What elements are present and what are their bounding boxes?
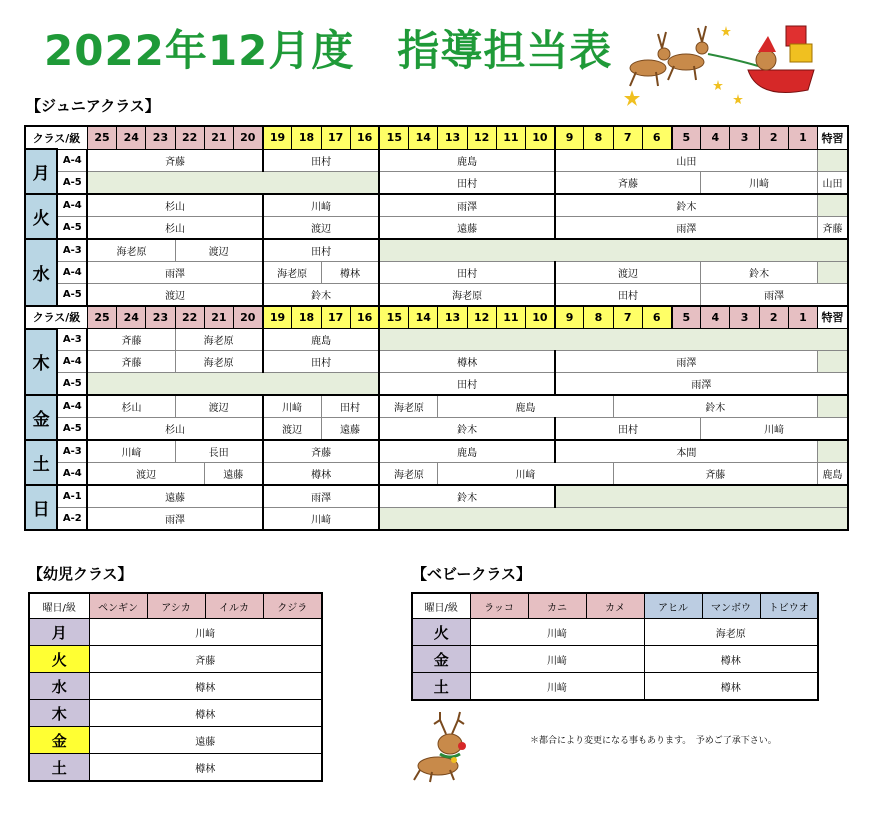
- junior-row: [25, 283, 848, 306]
- level-header: 7: [613, 126, 642, 149]
- junior-row: [25, 373, 848, 396]
- level-header: 6: [642, 126, 671, 149]
- day-cell: 木: [25, 329, 57, 396]
- junior-row: [25, 171, 848, 194]
- teacher-cell: 杉山: [87, 395, 175, 418]
- teacher-cell: 川﨑: [263, 194, 380, 217]
- level-header: 18: [292, 126, 321, 149]
- level-header: 15: [379, 306, 408, 329]
- level-header: 21: [204, 306, 233, 329]
- level-header: 10: [526, 306, 555, 329]
- teacher-cell: 海老原: [379, 395, 437, 418]
- junior-row: [25, 463, 848, 486]
- empty-cell: [818, 395, 848, 418]
- teacher-cell: 鹿島: [379, 149, 554, 171]
- level-header: 20: [233, 126, 262, 149]
- day-cell: 土: [25, 440, 57, 485]
- teacher-cell: 雨澤: [555, 351, 818, 373]
- level-header: 14: [409, 126, 438, 149]
- class-cell: A-2: [57, 508, 87, 531]
- junior-row: [25, 395, 848, 418]
- class-cell: A-5: [57, 418, 87, 441]
- class-cell: A-5: [57, 216, 87, 239]
- teacher-cell: 斉藤: [818, 216, 848, 239]
- level-header: 9: [555, 126, 584, 149]
- header-corner: クラス/級: [25, 126, 87, 149]
- level-header: 17: [321, 306, 350, 329]
- youji-schedule-table: [28, 592, 323, 782]
- day-cell: 土: [29, 754, 89, 782]
- header-corner: 曜日/級: [412, 593, 470, 619]
- junior-row: [25, 261, 848, 283]
- teacher-cell: 遠藤: [204, 463, 262, 486]
- day-cell: 火: [25, 194, 57, 239]
- empty-cell: [818, 440, 848, 463]
- day-cell: 水: [29, 673, 89, 700]
- class-header: クジラ: [263, 593, 322, 619]
- level-header: 12: [467, 126, 496, 149]
- teacher-cell: 鈴木: [613, 395, 817, 418]
- youji-header-row: [29, 593, 322, 619]
- teacher-cell: 斉藤: [263, 440, 380, 463]
- class-cell: A-1: [57, 485, 87, 508]
- empty-cell: [818, 149, 848, 171]
- teacher-cell: 渡辺: [175, 395, 263, 418]
- level-header: 11: [496, 126, 525, 149]
- class-header: トビウオ: [760, 593, 818, 619]
- level-header: 13: [438, 306, 467, 329]
- class-cell: A-5: [57, 373, 87, 396]
- note-text: ＊都合により変更になる事もあります。 予めご了承下さい。: [530, 736, 777, 746]
- teacher-cell: 川﨑: [470, 673, 644, 701]
- class-header: カメ: [586, 593, 644, 619]
- teacher-cell: 斉藤: [87, 149, 262, 171]
- teacher-cell: 田村: [321, 395, 379, 418]
- level-header: 24: [117, 306, 146, 329]
- junior-row: [25, 216, 848, 239]
- day-cell: 火: [29, 646, 89, 673]
- day-cell: 日: [25, 485, 57, 530]
- day-cell: 金: [412, 646, 470, 673]
- page-title: 2022年12月度 指導担当表: [44, 26, 613, 75]
- teacher-cell: 樽林: [644, 673, 818, 701]
- level-header: 19: [263, 306, 292, 329]
- class-cell: A-5: [57, 283, 87, 306]
- level-header: 5: [672, 306, 701, 329]
- empty-cell: [87, 373, 379, 396]
- teacher-cell: 川﨑: [701, 171, 818, 194]
- level-header: 21: [204, 126, 233, 149]
- teacher-cell: 樽林: [263, 463, 380, 486]
- baby-header-row: [412, 593, 818, 619]
- teacher-cell: 田村: [379, 261, 554, 283]
- teacher-cell: 斉藤: [87, 351, 175, 373]
- level-header: 16: [350, 126, 379, 149]
- level-header: 15: [379, 126, 408, 149]
- teacher-cell: 杉山: [87, 194, 262, 217]
- teacher-cell: 雨澤: [263, 485, 380, 508]
- class-cell: A-4: [57, 395, 87, 418]
- teacher-cell: 斉藤: [87, 329, 175, 351]
- class-cell: A-4: [57, 351, 87, 373]
- teacher-cell: 樽林: [379, 351, 554, 373]
- day-cell: 金: [29, 727, 89, 754]
- junior-row: [25, 194, 848, 217]
- class-cell: A-4: [57, 463, 87, 486]
- class-header: マンボウ: [702, 593, 760, 619]
- baby-row: [412, 646, 818, 673]
- teacher-cell: 鹿島: [438, 395, 613, 418]
- teacher-cell: 遠藤: [89, 727, 322, 754]
- teacher-cell: 斉藤: [89, 646, 322, 673]
- level-header: 20: [233, 306, 262, 329]
- day-cell: 水: [25, 239, 57, 306]
- day-cell: 金: [25, 395, 57, 440]
- junior-row: [25, 351, 848, 373]
- junior-header-row: [25, 126, 848, 149]
- empty-cell: [555, 485, 848, 508]
- junior-row: [25, 508, 848, 531]
- teacher-cell: 鹿島: [263, 329, 380, 351]
- teacher-cell: 川﨑: [470, 619, 644, 646]
- level-header: 13: [438, 126, 467, 149]
- level-header: 9: [555, 306, 584, 329]
- teacher-cell: 渡辺: [87, 283, 262, 306]
- level-header: 22: [175, 126, 204, 149]
- class-header: アシカ: [147, 593, 205, 619]
- teacher-cell: 田村: [379, 171, 554, 194]
- level-header: 2: [759, 306, 788, 329]
- class-cell: A-3: [57, 440, 87, 463]
- teacher-cell: 川﨑: [263, 395, 321, 418]
- class-cell: A-3: [57, 329, 87, 351]
- empty-cell: [818, 351, 848, 373]
- level-header: 19: [263, 126, 292, 149]
- youji-row: [29, 754, 322, 782]
- day-cell: 木: [29, 700, 89, 727]
- level-header: 25: [87, 306, 116, 329]
- class-cell: A-5: [57, 171, 87, 194]
- youji-section-title: 【幼児クラス】: [28, 565, 133, 583]
- header-corner: 曜日/級: [29, 593, 89, 619]
- empty-cell: [818, 194, 848, 217]
- empty-cell: [379, 239, 848, 262]
- junior-row: [25, 239, 848, 262]
- teacher-cell: 川﨑: [263, 508, 380, 531]
- teacher-cell: 川﨑: [438, 463, 613, 486]
- teacher-cell: 渡辺: [175, 239, 263, 262]
- day-cell: 火: [412, 619, 470, 646]
- teacher-cell: 田村: [555, 418, 701, 441]
- teacher-cell: 斉藤: [613, 463, 817, 486]
- level-header: 11: [496, 306, 525, 329]
- teacher-cell: 田村: [555, 283, 701, 306]
- teacher-cell: 雨澤: [555, 216, 818, 239]
- level-header: 23: [146, 306, 175, 329]
- youji-row: [29, 673, 322, 700]
- teacher-cell: 海老原: [175, 351, 263, 373]
- teacher-cell: 海老原: [379, 463, 437, 486]
- class-cell: A-3: [57, 239, 87, 262]
- level-header: 23: [146, 126, 175, 149]
- teacher-cell: 渡辺: [263, 216, 380, 239]
- class-header: ラッコ: [470, 593, 528, 619]
- santa-sleigh-illustration: [618, 10, 826, 110]
- teacher-cell: 渡辺: [555, 261, 701, 283]
- youji-row: [29, 646, 322, 673]
- teacher-cell: 川﨑: [470, 646, 644, 673]
- level-header: 2: [759, 126, 788, 149]
- teacher-cell: 海老原: [87, 239, 175, 262]
- baby-section-title: 【ベビークラス】: [412, 565, 531, 583]
- level-header: 8: [584, 306, 613, 329]
- day-cell: 月: [29, 619, 89, 646]
- teacher-cell: 田村: [263, 351, 380, 373]
- junior-schedule-table: [24, 125, 849, 531]
- teacher-cell: 渡辺: [263, 418, 321, 441]
- teacher-cell: 海老原: [644, 619, 818, 646]
- teacher-cell: 海老原: [175, 329, 263, 351]
- teacher-cell: 樽林: [89, 700, 322, 727]
- teacher-cell: 杉山: [87, 216, 262, 239]
- youji-row: [29, 619, 322, 646]
- junior-section-title: 【ジュニアクラス】: [26, 97, 160, 115]
- junior-row: [25, 440, 848, 463]
- teacher-cell: 川﨑: [87, 440, 175, 463]
- teacher-cell: 田村: [379, 373, 554, 396]
- teacher-cell: 川﨑: [701, 418, 848, 441]
- junior-row: [25, 149, 848, 171]
- teacher-cell: 杉山: [87, 418, 262, 441]
- header-corner: クラス/級: [25, 306, 87, 329]
- level-header: 1: [788, 306, 817, 329]
- teacher-cell: 斉藤: [555, 171, 701, 194]
- teacher-cell: 遠藤: [321, 418, 379, 441]
- junior-row: [25, 485, 848, 508]
- level-header: 24: [117, 126, 146, 149]
- teacher-cell: 鹿島: [379, 440, 554, 463]
- level-header: 18: [292, 306, 321, 329]
- junior-row: [25, 329, 848, 351]
- level-header: 12: [467, 306, 496, 329]
- teacher-cell: 長田: [175, 440, 263, 463]
- teacher-cell: 雨澤: [701, 283, 848, 306]
- youji-row: [29, 700, 322, 727]
- level-header: 16: [350, 306, 379, 329]
- level-header: 4: [701, 126, 730, 149]
- level-header: 3: [730, 126, 759, 149]
- teacher-cell: 渡辺: [87, 463, 204, 486]
- teacher-cell: 樽林: [89, 754, 322, 782]
- level-header: 特習: [818, 126, 848, 149]
- teacher-cell: 鈴木: [379, 485, 554, 508]
- empty-cell: [379, 508, 848, 531]
- baby-schedule-table: [411, 592, 819, 701]
- level-header: 6: [642, 306, 671, 329]
- teacher-cell: 樽林: [644, 646, 818, 673]
- teacher-cell: 海老原: [263, 261, 321, 283]
- day-cell: 月: [25, 149, 57, 194]
- teacher-cell: 樽林: [89, 673, 322, 700]
- teacher-cell: 田村: [263, 239, 380, 262]
- level-header: 1: [788, 126, 817, 149]
- class-header: アヒル: [644, 593, 702, 619]
- teacher-cell: 樽林: [321, 261, 379, 283]
- class-cell: A-4: [57, 261, 87, 283]
- teacher-cell: 山田: [555, 149, 818, 171]
- level-header: 22: [175, 306, 204, 329]
- class-header: カニ: [528, 593, 586, 619]
- teacher-cell: 鹿島: [818, 463, 848, 486]
- level-header: 8: [584, 126, 613, 149]
- class-header: ペンギン: [89, 593, 147, 619]
- level-header: 17: [321, 126, 350, 149]
- empty-cell: [818, 261, 848, 283]
- teacher-cell: 鈴木: [263, 283, 380, 306]
- day-cell: 土: [412, 673, 470, 701]
- level-header: 3: [730, 306, 759, 329]
- empty-cell: [87, 171, 379, 194]
- junior-header-row: [25, 306, 848, 329]
- class-header: イルカ: [205, 593, 263, 619]
- teacher-cell: 雨澤: [87, 508, 262, 531]
- class-cell: A-4: [57, 149, 87, 171]
- level-header: 10: [526, 126, 555, 149]
- teacher-cell: 川﨑: [89, 619, 322, 646]
- teacher-cell: 鈴木: [701, 261, 818, 283]
- level-header: 25: [87, 126, 116, 149]
- teacher-cell: 雨澤: [87, 261, 262, 283]
- teacher-cell: 海老原: [379, 283, 554, 306]
- teacher-cell: 遠藤: [379, 216, 554, 239]
- teacher-cell: 山田: [818, 171, 848, 194]
- teacher-cell: 鈴木: [555, 194, 818, 217]
- teacher-cell: 本間: [555, 440, 818, 463]
- baby-row: [412, 619, 818, 646]
- teacher-cell: 田村: [263, 149, 380, 171]
- youji-row: [29, 727, 322, 754]
- level-header: 特習: [818, 306, 848, 329]
- level-header: 14: [409, 306, 438, 329]
- baby-row: [412, 673, 818, 701]
- reindeer-illustration: [412, 708, 478, 784]
- level-header: 7: [613, 306, 642, 329]
- teacher-cell: 遠藤: [87, 485, 262, 508]
- teacher-cell: 雨澤: [379, 194, 554, 217]
- teacher-cell: 雨澤: [555, 373, 848, 396]
- level-header: 5: [672, 126, 701, 149]
- teacher-cell: 鈴木: [379, 418, 554, 441]
- class-cell: A-4: [57, 194, 87, 217]
- level-header: 4: [701, 306, 730, 329]
- empty-cell: [379, 329, 848, 351]
- junior-row: [25, 418, 848, 441]
